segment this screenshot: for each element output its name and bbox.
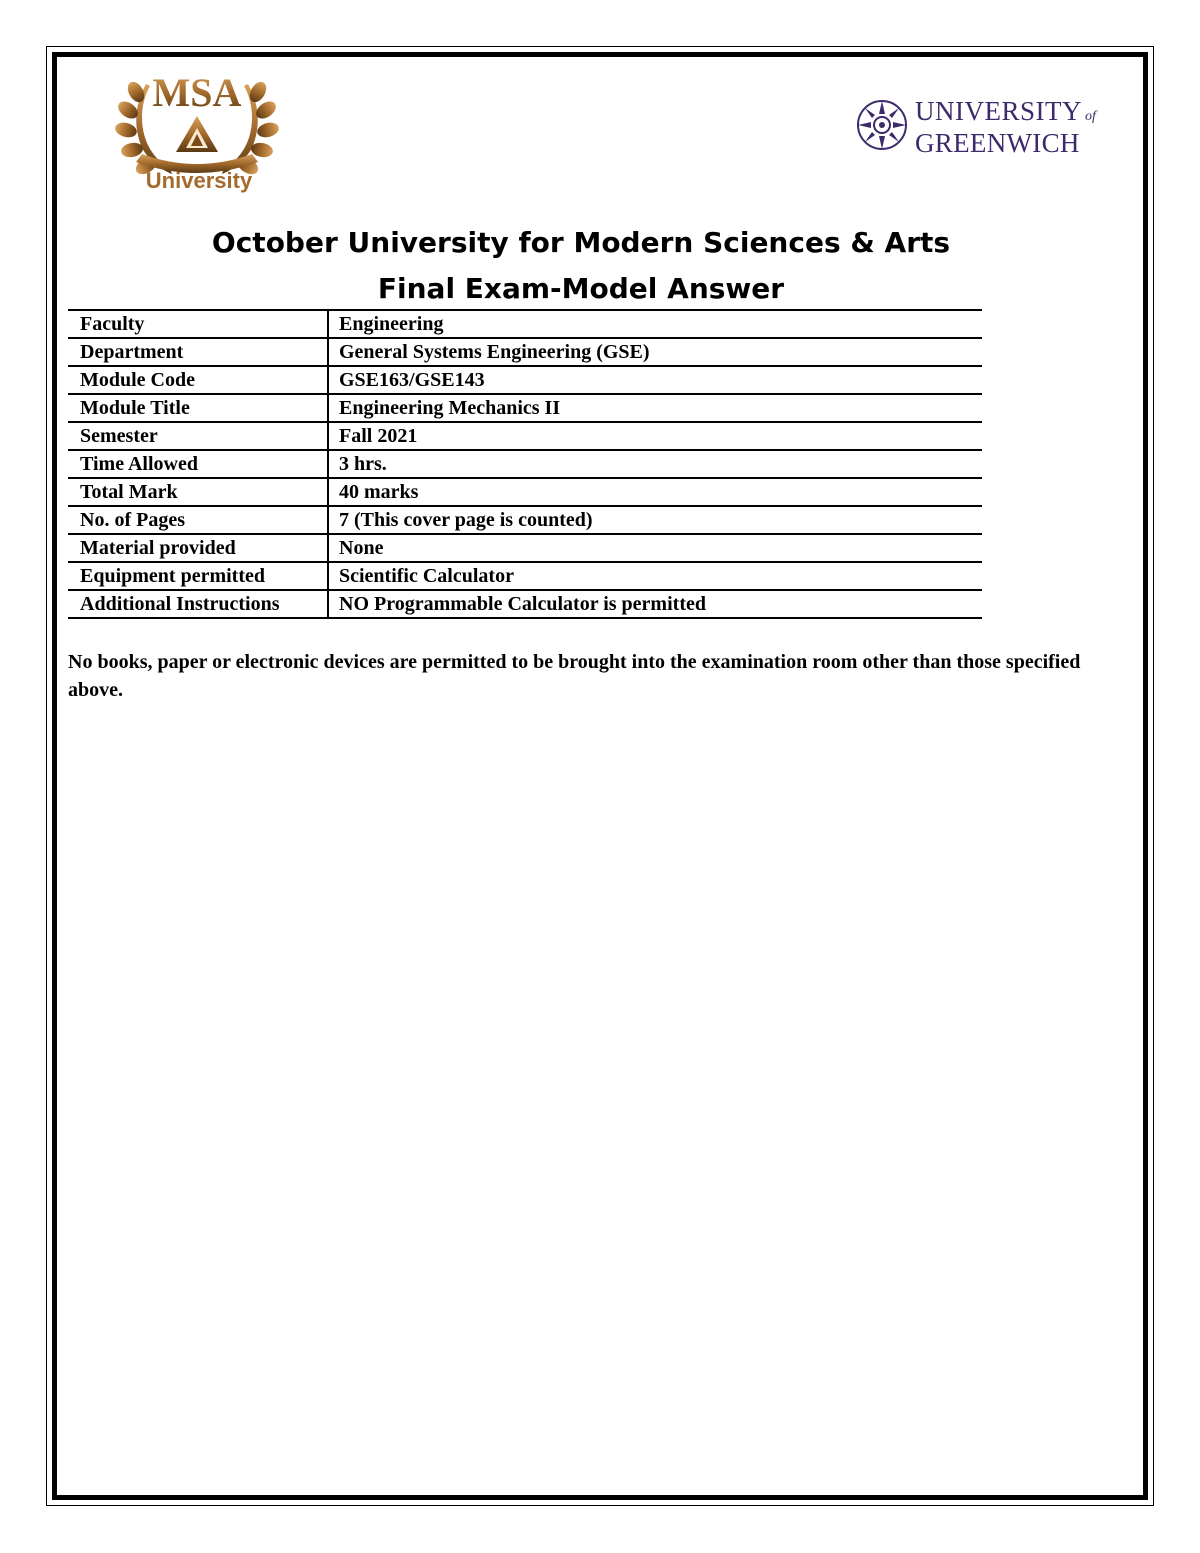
greenwich-compass-icon xyxy=(855,98,909,152)
row-value: NO Programmable Calculator is permitted xyxy=(328,590,982,618)
row-label: Time Allowed xyxy=(68,450,328,478)
row-label: Module Code xyxy=(68,366,328,394)
table-row xyxy=(68,394,982,422)
table-row xyxy=(68,590,982,618)
row-value: None xyxy=(328,534,982,562)
row-value: 40 marks xyxy=(328,478,982,506)
triangle-icon xyxy=(176,116,218,152)
greenwich-name-text: GREENWICH xyxy=(915,128,1080,158)
row-label: Total Mark xyxy=(68,478,328,506)
msa-wordmark: MSA xyxy=(152,70,242,115)
exam-rules-note: No books, paper or electronic devices are permitted to be brought into the examination room other than those specified above. xyxy=(68,651,1081,701)
table-row xyxy=(68,366,982,394)
greenwich-university-text: UNIVERSITY xyxy=(915,96,1082,126)
row-label: Department xyxy=(68,338,328,366)
row-value: Fall 2021 xyxy=(328,422,982,450)
row-label: Material provided xyxy=(68,534,328,562)
exam-info-table xyxy=(68,309,982,619)
row-label: Faculty xyxy=(68,310,328,338)
table-row xyxy=(68,310,982,338)
document-title: October University for Modern Sciences & Arts xyxy=(211,226,951,259)
table-row xyxy=(68,506,982,534)
row-label: Module Title xyxy=(68,394,328,422)
table-row xyxy=(68,422,982,450)
msa-logo-caption: University xyxy=(145,168,253,193)
row-label: Additional Instructions xyxy=(68,590,328,618)
row-value: Engineering xyxy=(328,310,982,338)
row-value: Engineering Mechanics II xyxy=(328,394,982,422)
table-row xyxy=(68,534,982,562)
table-row xyxy=(68,562,982,590)
university-of-greenwich-logo xyxy=(855,96,1115,158)
greenwich-of-text: of xyxy=(1085,109,1096,124)
page-border-inner xyxy=(52,52,1148,1500)
table-row xyxy=(68,478,982,506)
row-value: 7 (This cover page is counted) xyxy=(328,506,982,534)
table-row xyxy=(68,338,982,366)
row-label: No. of Pages xyxy=(68,506,328,534)
row-value: Scientific Calculator xyxy=(328,562,982,590)
row-label: Equipment permitted xyxy=(68,562,328,590)
row-value: General Systems Engineering (GSE) xyxy=(328,338,982,366)
document-subtitle: Final Exam-Model Answer xyxy=(377,272,785,305)
table-row xyxy=(68,450,982,478)
row-value: GSE163/GSE143 xyxy=(328,366,982,394)
row-value: 3 hrs. xyxy=(328,450,982,478)
row-label: Semester xyxy=(68,422,328,450)
